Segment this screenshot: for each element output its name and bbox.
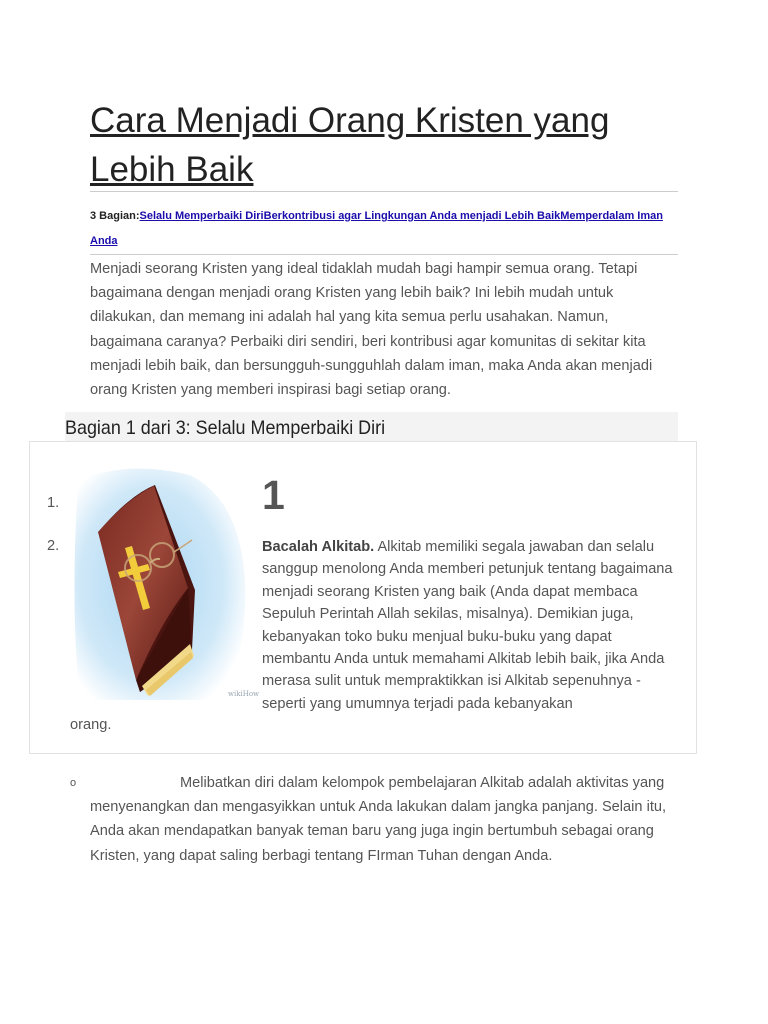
sub-bullet-marker: o <box>70 777 77 789</box>
parts-label: 3 Bagian: <box>90 210 140 222</box>
parts-nav <box>90 204 670 254</box>
intro-paragraph: Menjadi seorang Kristen yang ideal tidaklah mudah bagi hampir semua orang. Tetapi bagaimana dengan menjadi orang Kristen yang lebih baik? Ini lebih mudah untuk dilakukan, dan memang ini adalah hal yang kita semua perlu usahakan. Namun, bagaimana caranya? Perbaiki diri sendiri, beri kontribusi agar komunitas di sekitar kita menjadi lebih baik, dan bersungguh-sungguhlah dalam iman, maka Anda akan menjadi orang Kristen yang memberi inspirasi bagi setiap orang. <box>90 261 653 399</box>
parts-link-memperdalam-iman[interactable]: Memperdalam Iman Anda <box>90 210 663 247</box>
sub-bullet-text: Melibatkan diri dalam kelompok pembelajaran Alkitab adalah aktivitas yang menyenangkan dan mengasyikkan untuk Anda lakukan dalam jangka panjang. Selain itu, Anda akan mendapatkan banyak teman baru yang juga ingin bertumbuh sebagai orang Kristen, yang dapat saling berbagi tentang FIrman Tuhan dengan Anda. <box>90 775 667 864</box>
title-divider <box>90 191 678 192</box>
article-title: Cara Menjadi Orang Kristen yang Lebih Baik <box>90 101 610 189</box>
step-description <box>262 536 678 715</box>
step-number: 1 <box>262 472 285 518</box>
parts-divider <box>90 254 678 255</box>
step-heading: Bacalah Alkitab. <box>262 539 375 555</box>
bible-illustration <box>70 460 260 703</box>
image-watermark: wikiHow <box>228 690 260 698</box>
list-number-2: 2. <box>47 538 60 554</box>
step-description-tail: orang. <box>70 717 112 733</box>
step-body: Alkitab memiliki segala jawaban dan selalu sanggup menolong Anda memberi petunjuk tentang bagaimana menjadi seorang Kristen yang baik (Anda dapat membaca Sepuluh Perintah Allah sekilas, misalnya). Demikian juga, kebanyakan toko buku menjual buku-buku yang dapat membantu Anda untuk memahami Alkitab lebih baik, jika Anda merasa sulit untuk mempraktikkan isi Alkitab sepenuhnya - seperti yang umumnya terjadi pada kebanyakan <box>262 539 673 712</box>
list-number-1: 1. <box>47 495 60 511</box>
parts-link-memperbaiki-diri[interactable]: Selalu Memperbaiki Diri <box>139 210 264 222</box>
section-title: Bagian 1 dari 3: Selalu Memperbaiki Diri <box>65 417 386 439</box>
parts-link-berkontribusi[interactable]: Berkontribusi agar Lingkungan Anda menjadi Lebih Baik <box>263 210 561 222</box>
